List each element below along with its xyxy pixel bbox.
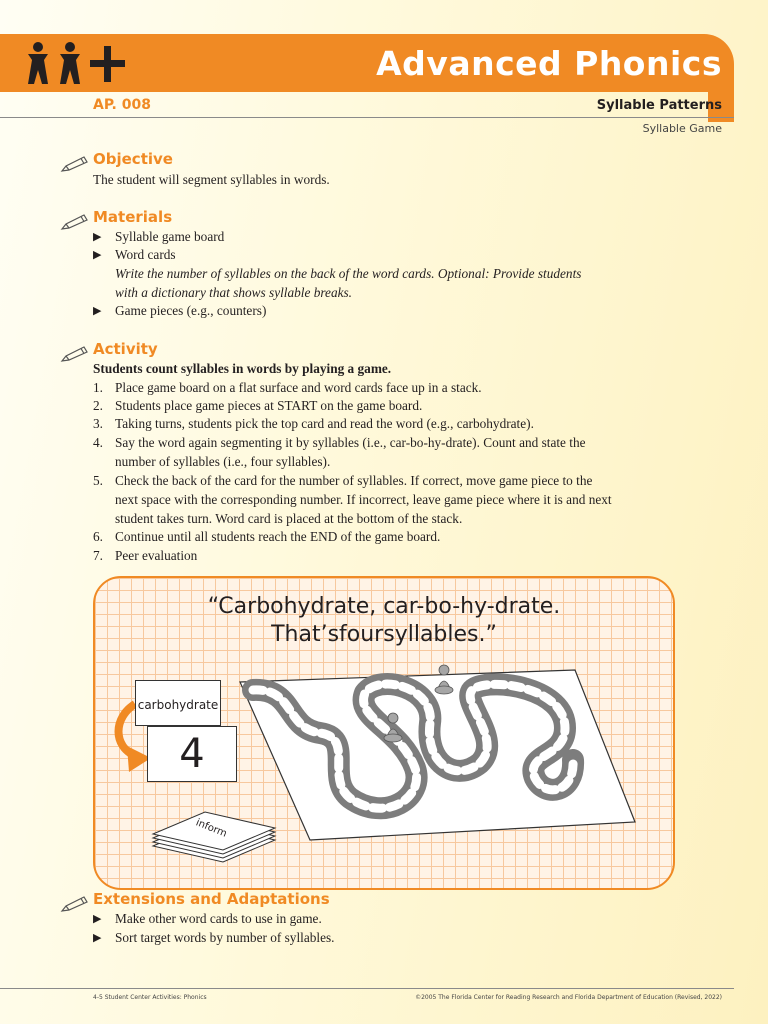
step-line: Place game board on a flat surface and word cards face up in a stack.: [115, 380, 482, 395]
materials-note-line: with a dictionary that shows syllable breaks.: [115, 285, 352, 300]
step-line: Students place game pieces at START on the game board.: [115, 398, 423, 413]
step-line: student takes turn. Word card is placed at the bottom of the stack.: [115, 511, 463, 526]
activity-heading: Activity: [93, 340, 158, 358]
footer-rule: [0, 988, 734, 989]
step-line: Continue until all students reach the END of the game board.: [115, 529, 441, 544]
step-number: 3.: [93, 416, 103, 431]
triangle-bullet-icon: ▶: [93, 231, 102, 243]
step-line: number of syllables (i.e., four syllables).: [115, 454, 331, 469]
speech-quote-line: That’sfoursyllables.”: [271, 622, 497, 647]
objective-heading: Objective: [93, 150, 173, 168]
pencil-icon: [60, 344, 90, 364]
step-number: 6.: [93, 529, 103, 544]
triangle-bullet-icon: ▶: [93, 305, 102, 317]
word-card: carbohydrate: [135, 680, 221, 726]
syllable-count-card: 4: [147, 726, 237, 782]
subtopic-title: Syllable Game: [642, 122, 722, 135]
materials-item: Game pieces (e.g., counters): [115, 303, 267, 318]
step-line: Say the word again segmenting it by syllables (i.e., car-bo-hy-drate). Count and state the: [115, 435, 586, 450]
materials-heading: Materials: [93, 208, 173, 226]
header-rule: [0, 117, 734, 118]
pencil-icon: [60, 894, 90, 914]
extensions-heading: Extensions and Adaptations: [93, 890, 330, 908]
activity-intro: Students count syllables in words by playing a game.: [93, 361, 392, 376]
step-line: Taking turns, students pick the top card and read the word (e.g., carbohydrate).: [115, 416, 534, 431]
footer-copyright: ©2005 The Florida Center for Reading Research and Florida Department of Education (Revised, 2022): [415, 994, 722, 1001]
pencil-icon: [60, 154, 90, 174]
step-number: 2.: [93, 398, 103, 413]
step-line: Check the back of the card for the number of syllables. If correct, move game piece to the: [115, 473, 593, 488]
activity-code: AP. 008: [93, 97, 151, 113]
objective-text: The student will segment syllables in words.: [93, 172, 330, 187]
materials-item: Word cards: [115, 247, 176, 262]
game-illustration: [93, 576, 675, 890]
speech-quote-line: “Carbohydrate, car-bo-hy-drate.: [207, 594, 561, 619]
extensions-item: Sort target words by number of syllables.: [115, 930, 335, 945]
pencil-icon: [60, 212, 90, 232]
materials-note-line: Write the number of syllables on the back of the word cards. Optional: Provide students: [115, 266, 582, 281]
step-number: 1.: [93, 380, 103, 395]
people-plus-logo-icon: [26, 40, 136, 88]
triangle-bullet-icon: ▶: [93, 249, 102, 261]
footer-source: 4-5 Student Center Activities: Phonics: [93, 994, 207, 1001]
triangle-bullet-icon: ▶: [93, 913, 102, 925]
extensions-item: Make other word cards to use in game.: [115, 911, 322, 926]
step-number: 5.: [93, 473, 103, 488]
page-title: Advanced Phonics: [376, 44, 722, 83]
step-line: Peer evaluation: [115, 548, 198, 563]
materials-item: Syllable game board: [115, 229, 225, 244]
topic-title: Syllable Patterns: [596, 98, 722, 113]
step-number: 4.: [93, 435, 103, 450]
step-line: next space with the corresponding number. If incorrect, leave game piece where it is and next: [115, 492, 612, 507]
triangle-bullet-icon: ▶: [93, 932, 102, 944]
stack-top-word: inform: [194, 817, 229, 840]
step-number: 7.: [93, 548, 103, 563]
